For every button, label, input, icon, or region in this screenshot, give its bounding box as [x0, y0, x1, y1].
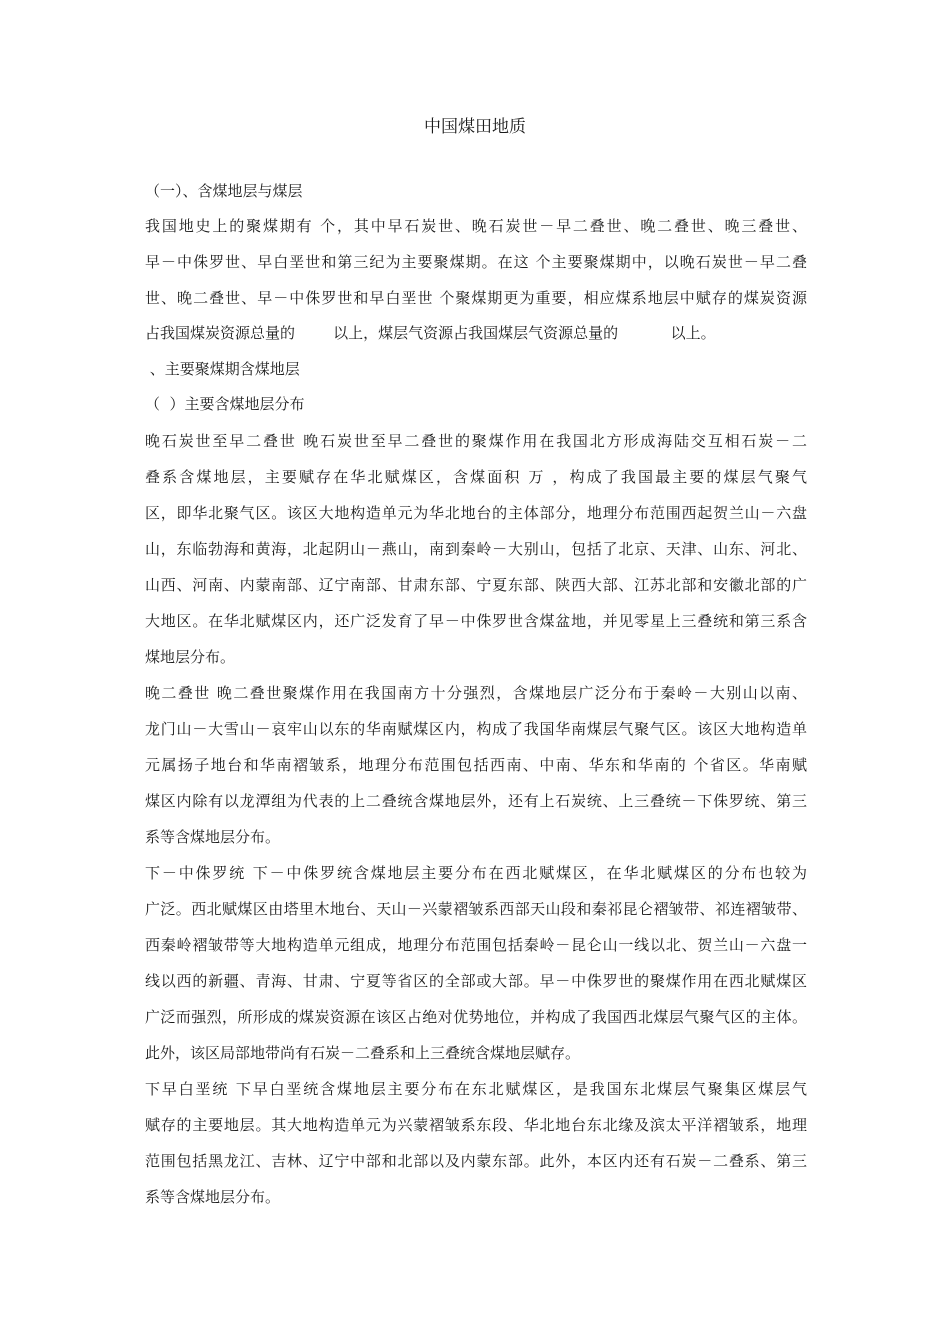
document-title: 中国煤田地质: [424, 117, 526, 137]
paragraph-line: 晚石炭世至早二叠世 晚石炭世至早二叠世的聚煤作用在我国北方形成海陆交互相石炭－二: [145, 432, 807, 450]
paragraph-line: 我国地史上的聚煤期有 个，其中早石炭世、晚石炭世－早二叠世、晚二叠世、晚三叠世、: [145, 217, 807, 235]
subsection-heading: （ ）主要含煤地层分布: [145, 395, 305, 413]
paragraph-line: 区，即华北聚气区。该区大地构造单元为华北地台的主体部分，地理分布范围西起贺兰山－六盘: [145, 504, 807, 522]
paragraph-line: 占我国煤炭资源总量的 以上，煤层气资源占我国煤层气资源总量的 以上。: [145, 324, 716, 342]
paragraph-line: 大地区。在华北赋煤区内，还广泛发育了早－中侏罗世含煤盆地，并见零星上三叠统和第三系含: [145, 612, 807, 630]
paragraph-line: 叠系含煤地层，主要赋存在华北赋煤区，含煤面积 万 ，构成了我国最主要的煤层气聚气: [145, 468, 807, 486]
paragraph-line: 晚二叠世 晚二叠世聚煤作用在我国南方十分强烈，含煤地层广泛分布于秦岭－大别山以南、: [145, 684, 807, 702]
paragraph-line: 山西、河南、内蒙南部、辽宁南部、甘肃东部、宁夏东部、陕西大部、江苏北部和安徽北部的广: [145, 576, 807, 594]
paragraph-line: 山，东临勃海和黄海，北起阴山－燕山，南到秦岭－大别山，包括了北京、天津、山东、河北、: [145, 540, 807, 558]
paragraph-line: 煤地层分布。: [145, 648, 236, 666]
paragraph-line: 龙门山－大雪山－哀牢山以东的华南赋煤区内，构成了我国华南煤层气聚气区。该区大地构造单: [145, 720, 807, 738]
paragraph-line: 下早白垩统 下早白垩统含煤地层主要分布在东北赋煤区，是我国东北煤层气聚集区煤层气: [145, 1080, 807, 1098]
paragraph-line: 系等含煤地层分布。: [145, 828, 281, 846]
section-heading: 、主要聚煤期含煤地层: [145, 360, 300, 378]
paragraph-line: 煤区内除有以龙潭组为代表的上二叠统含煤地层外，还有上石炭统、上三叠统－下侏罗统、第三: [145, 792, 807, 810]
paragraph-line: 西秦岭褶皱带等大地构造单元组成，地理分布范围包括秦岭－昆仑山一线以北、贺兰山－六盘一: [145, 936, 807, 954]
paragraph-line: 早－中侏罗世、早白垩世和第三纪为主要聚煤期。在这 个主要聚煤期中，以晚石炭世－早二叠: [145, 253, 807, 271]
paragraph-line: 世、晚二叠世、早－中侏罗世和早白垩世 个聚煤期更为重要，相应煤系地层中赋存的煤炭资源: [145, 289, 807, 307]
paragraph-line: 广泛。西北赋煤区由塔里木地台、天山－兴蒙褶皱系西部天山段和秦祁昆仑褶皱带、祁连褶皱带、: [145, 900, 807, 918]
paragraph-line: 赋存的主要地层。其大地构造单元为兴蒙褶皱系东段、华北地台东北缘及滨太平洋褶皱系，地理: [145, 1116, 807, 1134]
paragraph-line: 广泛而强烈，所形成的煤炭资源在该区占绝对优势地位，并构成了我国西北煤层气聚气区的主体。: [145, 1008, 807, 1026]
section-heading: （一）、含煤地层与煤层: [145, 182, 303, 200]
paragraph-line: 此外，该区局部地带尚有石炭－二叠系和上三叠统含煤地层赋存。: [145, 1044, 581, 1062]
paragraph-line: 范围包括黑龙江、吉林、辽宁中部和北部以及内蒙东部。此外，本区内还有石炭－二叠系、第三: [145, 1152, 807, 1170]
paragraph-line: 系等含煤地层分布。: [145, 1188, 281, 1206]
paragraph-line: 元属扬子地台和华南褶皱系，地理分布范围包括西南、中南、华东和华南的 个省区。华南赋: [145, 756, 807, 774]
paragraph-line: 下－中侏罗统 下－中侏罗统含煤地层主要分布在西北赋煤区，在华北赋煤区的分布也较为: [145, 864, 807, 882]
paragraph-line: 线以西的新疆、青海、甘肃、宁夏等省区的全部或大部。早－中侏罗世的聚煤作用在西北赋煤区: [145, 972, 807, 990]
